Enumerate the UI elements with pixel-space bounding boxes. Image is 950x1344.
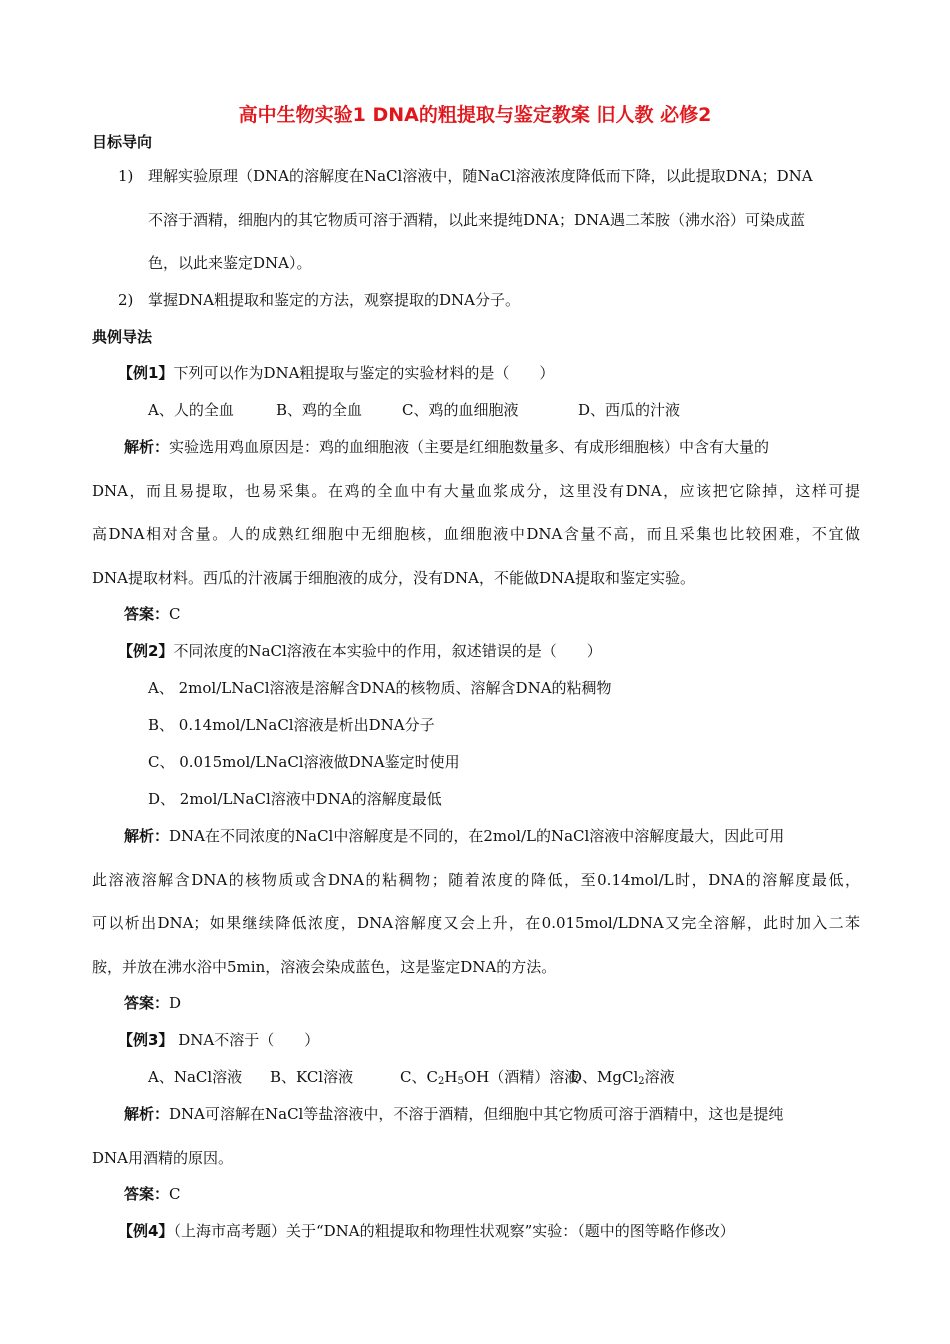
example-2-analysis-line-2: 此溶液溶解含DNA的核物质或含DNA的粘稠物；随着浓度的降低，至0.14mol/L时，DNA的溶解度最低，: [92, 871, 860, 889]
example-2-option-d: D、 2mol/LNaCl溶液中DNA的溶解度最低: [148, 790, 442, 808]
example-2-analysis-line-4: 胺，并放在沸水浴中5min，溶液会染成蓝色，这是鉴定DNA的方法。: [92, 958, 557, 976]
example-1-option-d: D、西瓜的汁液: [578, 401, 681, 419]
example-3-question: [118, 1030, 319, 1050]
example-2-option-c: C、 0.015mol/LNaCl溶液做DNA鉴定时使用: [148, 753, 460, 771]
goal-1-line-1: 理解实验原理（DNA的溶解度在NaCl溶液中，随NaCl溶液浓度降低而下降，以此提取DNA；DNA: [148, 167, 813, 185]
example-1-option-a: A、人的全血: [148, 401, 234, 419]
example-1-question-text: 下列可以作为DNA粗提取与鉴定的实验材料的是（ ）: [173, 364, 555, 382]
example-1-option-b: B、鸡的全血: [276, 401, 363, 419]
example-1-option-c: C、鸡的血细胞液: [402, 401, 519, 419]
example-2-tag: 【例2】: [118, 642, 174, 660]
section-heading-examples: 典例导法: [92, 328, 153, 346]
analysis-label: 解析：: [124, 827, 170, 845]
example-1-analysis-line-1: 解析：实验选用鸡血原因是：鸡的血细胞液（主要是红细胞数量多、有成形细胞核）中含有大量的: [124, 438, 770, 456]
example-3-option-c: C、$C_2H_5OH$（酒精）溶液: [400, 1068, 580, 1087]
example-3-tag: 【例3】: [118, 1031, 174, 1049]
example-1-question: [118, 363, 554, 383]
example-1-analysis-line-3: 高DNA相对含量。人的成熟红细胞中无细胞核，血细胞液中DNA含量不高，而且采集也比较困难，不宜做: [92, 525, 860, 543]
example-3-option-b: B、KCl溶液: [270, 1068, 354, 1086]
example-2-question-text: 不同浓度的NaCl溶液在本实验中的作用，叙述错误的是（ ）: [173, 642, 602, 660]
section-heading-goal: 目标导向: [92, 133, 153, 151]
example-4-tag: 【例4】: [118, 1222, 174, 1240]
answer-label: 答案：: [124, 605, 170, 623]
goal-2-text: 掌握DNA粗提取和鉴定的方法，观察提取的DNA分子。: [148, 291, 520, 309]
analysis-label: 解析：: [124, 1105, 170, 1123]
example-3-analysis-line-1: 解析：DNA可溶解在NaCl等盐溶液中，不溶于酒精，但细胞中其它物质可溶于酒精中，这也是提纯: [124, 1105, 784, 1123]
example-2-answer: [124, 993, 181, 1013]
example-2-question: [118, 641, 602, 661]
example-4-question: [118, 1221, 735, 1241]
example-1-analysis-line-2: DNA，而且易提取，也易采集。在鸡的全血中有大量血浆成分，这里没有DNA，应该把它除掉，这样可提: [92, 482, 860, 500]
example-1-tag: 【例1】: [118, 364, 174, 382]
goal-1-line-2: 不溶于酒精，细胞内的其它物质可溶于酒精，以此来提纯DNA；DNA遇二苯胺（沸水浴）可染成蓝: [148, 211, 805, 229]
answer-label: 答案：: [124, 1185, 170, 1203]
example-2-option-a: A、 2mol/LNaCl溶液是溶解含DNA的核物质、溶解含DNA的粘稠物: [148, 679, 612, 697]
analysis-label: 解析：: [124, 438, 170, 456]
example-3-answer: [124, 1184, 181, 1204]
example-1-answer: [124, 604, 181, 624]
example-4-question-text: （上海市高考题）关于“DNA的粗提取和物理性状观察”实验：（题中的图等略作修改）: [173, 1222, 735, 1240]
goal-1-line-3: 色，以此来鉴定DNA）。: [148, 254, 312, 272]
example-3-question-text: DNA不溶于（ ）: [178, 1031, 320, 1049]
example-3-analysis-line-2: DNA用酒精的原因。: [92, 1149, 233, 1167]
example-2-analysis-line-1: 解析：DNA在不同浓度的NaCl中溶解度是不同的，在2mol/L的NaCl溶液中溶解度最大，因此可用: [124, 827, 785, 845]
example-3-option-d: D、MgCl$_2$溶液: [570, 1068, 675, 1087]
example-2-option-b: B、 0.14mol/LNaCl溶液是析出DNA分子: [148, 716, 435, 734]
answer-value: D: [169, 994, 182, 1012]
example-3-option-a: A、NaCl溶液: [148, 1068, 243, 1086]
example-1-analysis-line-4: DNA提取材料。西瓜的汁液属于细胞液的成分，没有DNA，不能做DNA提取和鉴定实验。: [92, 569, 695, 587]
answer-value: C: [169, 1185, 181, 1203]
example-2-analysis-line-3: 可以析出DNA；如果继续降低浓度，DNA溶解度又会上升，在0.015mol/LDNA又完全溶解，此时加入二苯: [92, 914, 860, 932]
goal-1-number: 1): [118, 167, 134, 185]
answer-label: 答案：: [124, 994, 170, 1012]
goal-2-number: 2): [118, 291, 134, 309]
page-title: 高中生物实验1 DNA的粗提取与鉴定教案 旧人教 必修2: [238, 104, 712, 126]
answer-value: C: [169, 605, 181, 623]
